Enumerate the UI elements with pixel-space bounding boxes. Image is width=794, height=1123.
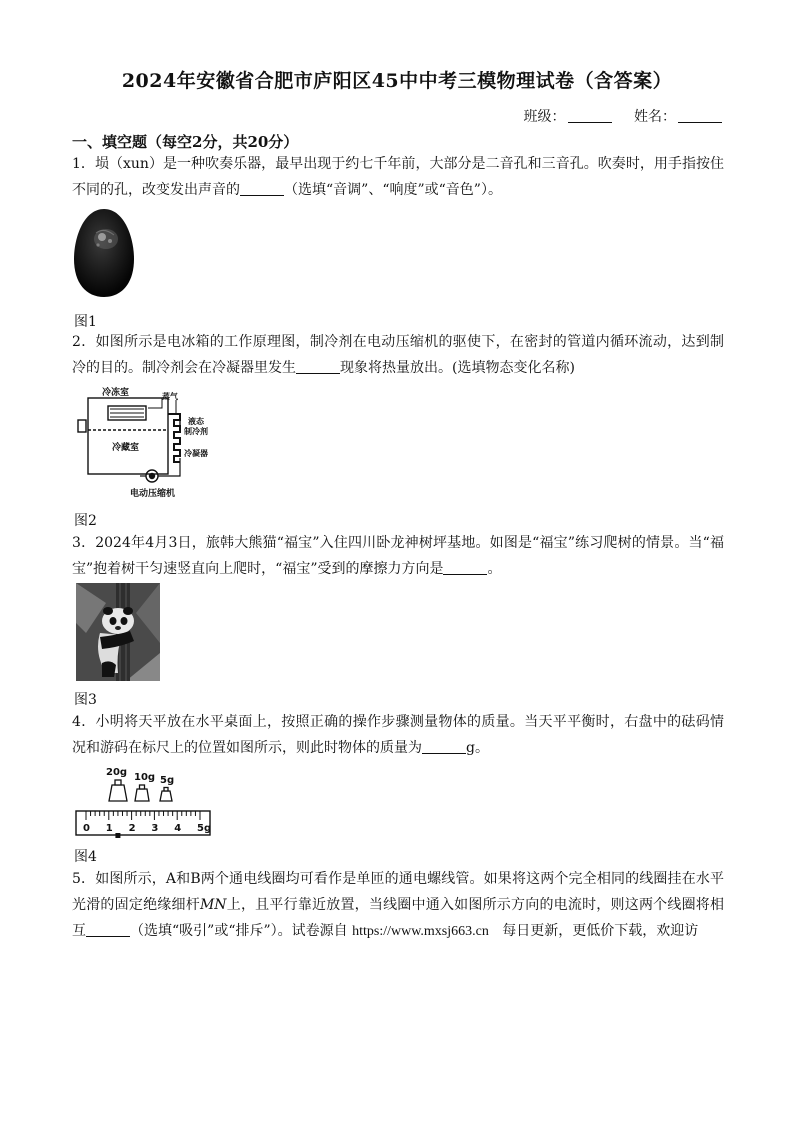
page-title: 2024年安徽省合肥市庐阳区45中中考三模物理试卷（含答案）: [121, 70, 673, 92]
class-label: 班级：: [523, 109, 566, 125]
q2-answer-blank[interactable]: [296, 373, 340, 374]
label-condenser: 冷凝器: [184, 449, 208, 458]
label-compressor: 电动压缩机: [130, 489, 176, 499]
q3-text-a: 3．2024年4月3日，旅韩大熊猫“福宝”入住四川卧龙神树坪基地。如图是“福宝”练习爬树的情景。当“福宝”抱着树干匀速竖直向上爬时，“福宝”受到的摩擦力方向是: [72, 535, 724, 577]
section-heading: 一、填空题（每空2分，共20分）: [72, 133, 299, 151]
label-cold-room: 冷藏室: [112, 443, 140, 453]
label-refrigerant: 制冷剂: [184, 427, 208, 436]
q5-text-a: 5．如图所示，A和B两个通电线圈均可看作是单匝的通电螺线管。如果将这两个完全相同的线圈挂在水平光滑的固定绝缘细杆: [72, 871, 724, 913]
q3-answer-blank[interactable]: [443, 574, 487, 575]
source-url[interactable]: https://www.mxsj663.cn: [352, 924, 489, 939]
q4-text-a: 4．小明将天平放在水平桌面上，按照正确的操作步骤测量物体的质量。当天平平衡时，右盘中的砝码情况和游码在标尺上的位置如图所示，则此时物体的质量为: [72, 714, 724, 756]
scale-tick-label: 4: [174, 823, 182, 834]
scale-tick-label: 3: [151, 823, 159, 834]
name-label: 姓名：: [634, 109, 676, 125]
scale-tick-label: 0: [83, 823, 90, 834]
q3-text-b: 。: [487, 561, 502, 577]
name-blank[interactable]: [678, 122, 722, 123]
xun-instrument-image: [72, 207, 136, 299]
balance-weights-figure: [74, 763, 214, 839]
label-freezer: 冷冻室: [102, 388, 130, 398]
q1-text-a: 1．埙（xun）是一种吹奏乐器，最早出现于约七千年前，大部分是二音孔和三音孔。吹奏时，用手指按住不同的孔，改变发出声音的: [72, 156, 724, 198]
class-blank[interactable]: [568, 122, 612, 123]
weight-label-20g: 20g: [106, 767, 128, 778]
figure-1-caption: 图1: [74, 314, 97, 330]
scale-tick-label: 1: [105, 823, 113, 834]
panda-photo: [76, 583, 160, 681]
q5-answer-blank[interactable]: [86, 936, 130, 937]
figure-3-caption: 图3: [74, 692, 97, 708]
student-info-line: [524, 106, 722, 126]
figure-4-caption: 图4: [74, 849, 97, 865]
label-vapor: 蒸气: [162, 392, 178, 401]
question-4: [72, 709, 724, 761]
q1-answer-blank[interactable]: [240, 195, 284, 196]
scale-tick-label: 2: [128, 823, 136, 834]
q5-text-c: （选填“吸引”或“排斥”）。试卷源自: [130, 923, 348, 939]
q5-text-d: 每日更新，更低价下载，欢迎访: [502, 923, 699, 939]
question-2: [72, 329, 724, 381]
figure-2-caption: 图2: [74, 513, 97, 529]
question-5: [72, 866, 724, 945]
q4-answer-blank[interactable]: [422, 753, 466, 754]
rider-marker[interactable]: [115, 833, 120, 838]
q1-text-b: （选填“音调”、“响度”或“音色”）。: [284, 182, 502, 198]
scale-tick-label: 5g: [197, 823, 212, 834]
q2-text-a: 2．如图所示是电冰箱的工作原理图，制冷剂在电动压缩机的驱使下，在密封的管道内循环流动，达到制冷的目的。制冷剂会在冷凝器里发生: [72, 334, 724, 376]
q4-text-b: g。: [466, 740, 489, 756]
question-1: [72, 151, 724, 203]
refrigerator-diagram: [72, 384, 222, 500]
q5-mn: MN: [199, 897, 227, 913]
weight-label-10g: 10g: [134, 772, 156, 783]
q5-text-b: 上，且平行靠近放置，当线圈中通入如图所示方向的电流时，则这两个线圈将相互: [72, 897, 725, 939]
weight-label-5g: 5g: [160, 775, 175, 786]
q2-text-b: 现象将热量放出。(选填物态变化名称): [340, 360, 575, 376]
question-3: [72, 530, 724, 582]
label-liquid: 液态: [188, 417, 204, 426]
